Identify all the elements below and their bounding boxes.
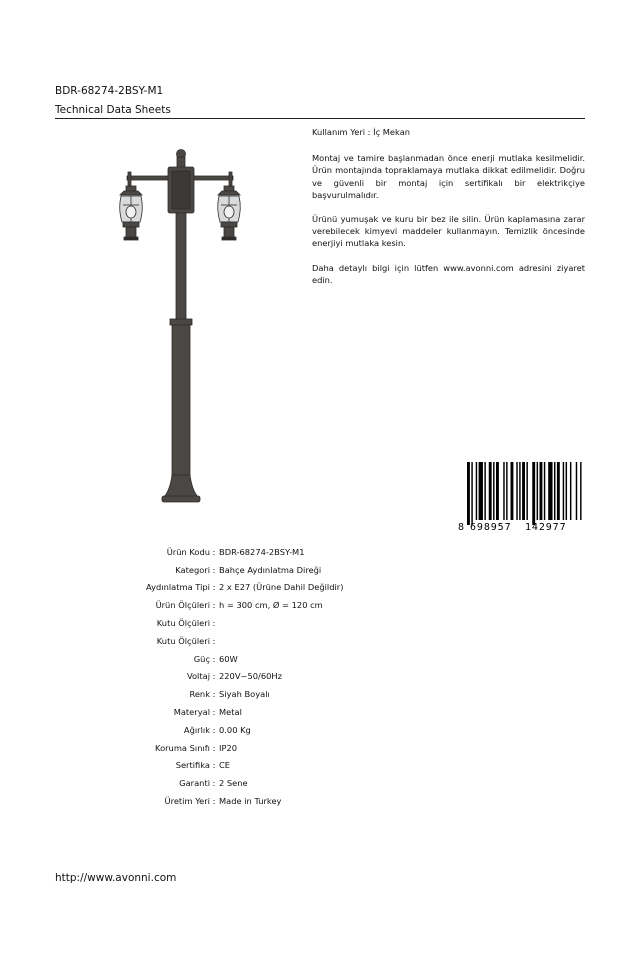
spec-separator: :	[212, 600, 216, 611]
spec-label: Materyal	[173, 707, 210, 718]
spec-row	[60, 650, 460, 668]
barcode-bar	[484, 462, 485, 520]
barcode-bar	[580, 462, 581, 520]
spec-separator: :	[212, 546, 216, 557]
specifications-table	[60, 543, 460, 810]
spec-separator: :	[212, 707, 216, 718]
footer-website-link[interactable]: http://www.avonni.com	[55, 872, 177, 884]
spec-row	[60, 757, 460, 775]
barcode-bar	[511, 462, 514, 520]
usage-location: Kullanım Yeri : İç Mekan	[312, 127, 411, 137]
spec-label: Ağırlık	[183, 724, 210, 735]
spec-value: 220V~50/60Hz	[219, 671, 282, 682]
barcode-bar	[496, 462, 499, 520]
spec-value: Made in Turkey	[219, 796, 282, 807]
barcode-digits-left: 698957	[470, 522, 512, 532]
document-subtitle: Technical Data Sheets	[55, 104, 171, 116]
cleaning-instructions: Ürünü yumuşak ve kuru bir bez ile silin. Ürün kaplamasına zarar verebilecek kimyevi maddeler kullanmayın. Temizlik öncesinde enerjiyi mutlaka kesin.	[312, 214, 585, 249]
spec-value: 2 Sene	[219, 778, 248, 789]
barcode-bar	[489, 462, 492, 520]
spec-separator: :	[212, 689, 216, 700]
barcode-bar	[554, 462, 555, 520]
document-header	[55, 84, 585, 117]
spec-value: Siyah Boyalı	[219, 689, 270, 700]
barcode-bar	[540, 462, 543, 520]
spec-value: Bahçe Aydınlatma Direği	[219, 564, 322, 575]
barcode-bar	[476, 462, 477, 520]
barcode-bar	[532, 462, 535, 525]
spec-label: Kategori	[175, 564, 210, 575]
barcode-bar	[516, 462, 517, 520]
spec-label: Aydınlatma Tipi	[146, 582, 210, 593]
spec-value: 2 x E27 (Ürüne Dahil Değildir)	[219, 582, 344, 593]
spec-separator: :	[212, 653, 216, 664]
spec-separator: :	[212, 564, 216, 575]
header-divider	[55, 118, 585, 119]
product-image-garden-lamp-post	[110, 145, 250, 510]
spec-separator: :	[212, 724, 216, 735]
spec-value: 0.00 Kg	[219, 724, 251, 735]
spec-value: Metal	[219, 707, 242, 718]
spec-label: Garanti	[179, 778, 210, 789]
barcode-bar	[570, 462, 571, 520]
spec-label: Koruma Sınıfı	[155, 742, 210, 753]
spec-label: Renk	[189, 689, 210, 700]
spec-value: h = 300 cm, Ø = 120 cm	[219, 600, 323, 611]
spec-row	[60, 632, 460, 650]
spec-row	[60, 579, 460, 597]
barcode-bar	[522, 462, 525, 520]
spec-label: Kutu Ölçüleri	[156, 635, 210, 646]
barcode-bar	[503, 462, 504, 520]
spec-row	[60, 739, 460, 757]
spec-label: Güç	[193, 653, 210, 664]
barcode-bar	[526, 462, 527, 520]
spec-separator: :	[212, 671, 216, 682]
spec-label: Ürün Kodu	[166, 546, 210, 557]
spec-label: Kutu Ölçüleri	[156, 618, 210, 629]
spec-row	[60, 792, 460, 810]
spec-label: Üretim Yeri	[164, 796, 210, 807]
more-info-note: Daha detaylı bilgi için lütfen www.avonni.com adresini ziyaret edin.	[312, 262, 585, 285]
barcode-bar	[467, 462, 470, 525]
spec-row	[60, 774, 460, 792]
spec-row	[60, 543, 460, 561]
spec-separator: :	[212, 582, 216, 593]
spec-row	[60, 668, 460, 686]
spec-row	[60, 596, 460, 614]
spec-separator: :	[212, 618, 216, 629]
spec-separator: :	[212, 760, 216, 771]
barcode-bar	[557, 462, 560, 520]
barcode-bar	[576, 462, 577, 520]
barcode-bar	[544, 462, 545, 520]
spec-separator: :	[212, 742, 216, 753]
barcode-bar	[519, 462, 520, 520]
barcode-bars	[467, 462, 582, 525]
spec-separator: :	[212, 778, 216, 789]
barcode-bar	[548, 462, 552, 520]
spec-value: BDR-68274-2BSY-M1	[219, 546, 305, 557]
spec-value: 60W	[219, 653, 238, 664]
product-barcode	[457, 462, 585, 532]
barcode-bar	[506, 462, 507, 520]
spec-row	[60, 685, 460, 703]
spec-row	[60, 561, 460, 579]
barcode-bar	[563, 462, 564, 520]
barcode-bar	[537, 462, 538, 520]
barcode-bar	[566, 462, 567, 520]
spec-separator: :	[212, 796, 216, 807]
spec-separator: :	[212, 635, 216, 646]
product-code-heading: BDR-68274-2BSY-M1	[55, 85, 164, 97]
spec-value: IP20	[219, 742, 238, 753]
usage-info-text	[312, 126, 585, 298]
installation-warning: Montaj ve tamire başlanmadan önce enerji mutlaka kesilmelidir. Ürün montajında topraklamaya mutlaka dikkat edilmelidir. Doğru ve güvenli bir montaj için sertifikalı bir elektrikçiye başvurulmalıdır.	[312, 153, 585, 200]
barcode-digits-right: 142977	[525, 522, 567, 532]
spec-value: CE	[219, 760, 231, 771]
barcode-bar	[479, 462, 483, 520]
spec-label: Sertifika	[175, 760, 210, 771]
spec-row	[60, 614, 460, 632]
spec-row	[60, 721, 460, 739]
spec-label: Voltaj	[186, 671, 210, 682]
spec-label: Ürün Ölçüleri	[155, 600, 210, 611]
barcode-bar	[493, 462, 494, 520]
barcode-digit-first: 8	[458, 522, 465, 532]
barcode-bar	[471, 462, 472, 525]
spec-row	[60, 703, 460, 721]
